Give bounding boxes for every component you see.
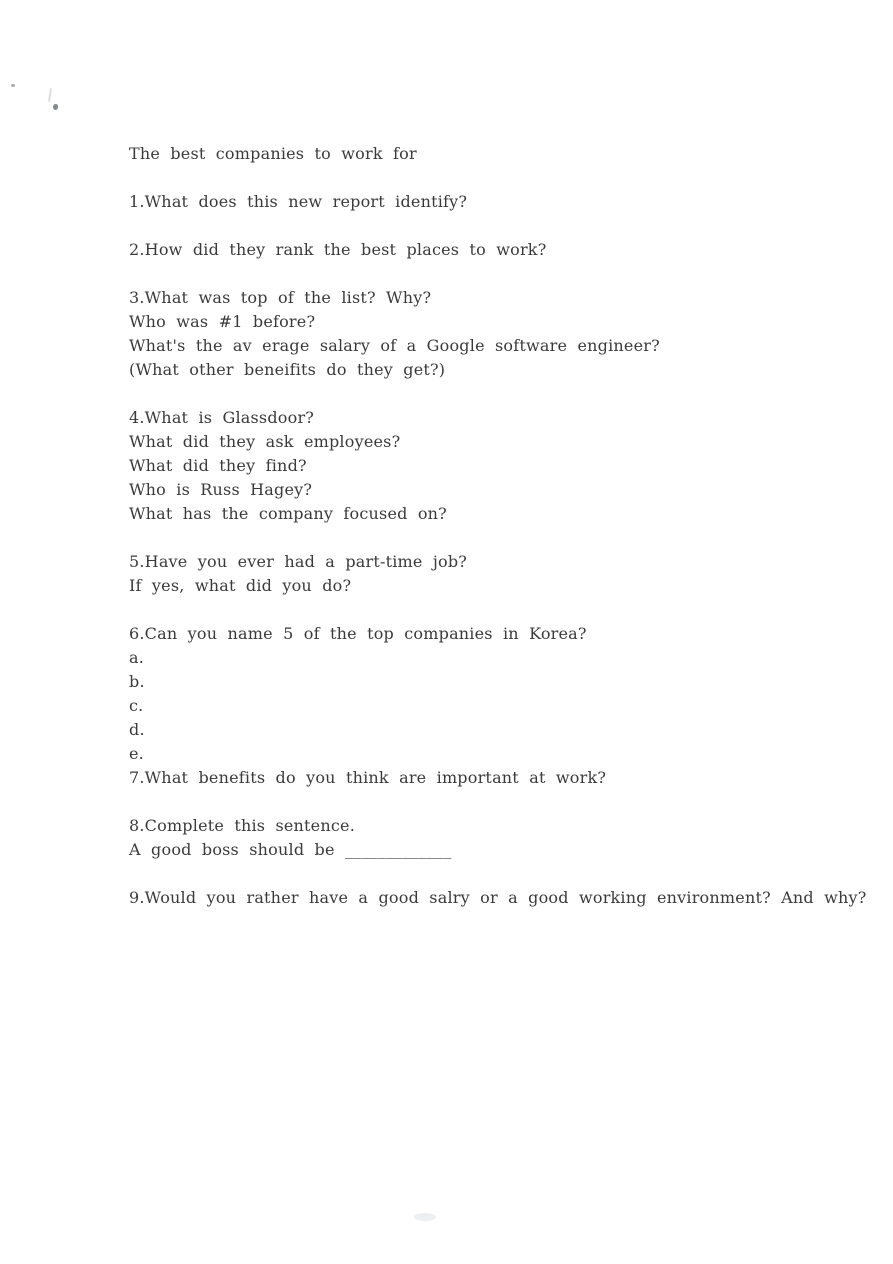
title-block [129,142,809,166]
question-5-sub-1: If yes, what did you do? [129,576,352,595]
question-4-sub-4: What has the company focused on? [129,504,447,523]
question-1-block [129,190,809,214]
answer-line-d: d. [129,720,145,739]
document-content [129,142,867,934]
answer-line-a: a. [129,648,145,667]
scan-artifact-dot [11,84,15,87]
question-4-block [129,406,809,526]
question-6: 6.Can you name 5 of the top companies in Korea? [129,624,587,643]
question-3: 3.What was top of the list? Why? [129,288,432,307]
answer-line-c: c. [129,696,144,715]
question-4-sub-3: Who is Russ Hagey? [129,480,313,499]
question-4-sub-1: What did they ask employees? [129,432,401,451]
question-1: 1.What does this new report identify? [129,192,468,211]
document-title: The best companies to work for [129,144,417,163]
question-6-7-block [129,622,809,790]
question-8: 8.Complete this sentence. [129,816,355,835]
question-3-sub-3: (What other beneifits do they get?) [129,360,446,379]
question-8-fill-in-blank: A good boss should be _____________ [129,840,452,859]
question-3-sub-2: What's the av erage salary of a Google software engineer? [129,336,660,355]
question-4-sub-2: What did they find? [129,456,307,475]
question-3-sub-1: Who was #1 before? [129,312,316,331]
scan-artifact-smudge [414,1213,436,1221]
answer-line-e: e. [129,744,144,763]
answer-line-b: b. [129,672,145,691]
question-4: 4.What is Glassdoor? [129,408,315,427]
question-2-block [129,238,809,262]
question-5-block [129,550,809,598]
scan-artifact-streak [48,88,52,102]
question-7: 7.What benefits do you think are important at work? [129,768,607,787]
question-8-block [129,814,809,862]
scan-artifact-speck [53,104,58,110]
question-9-block [129,886,867,910]
question-5: 5.Have you ever had a part-time job? [129,552,468,571]
question-3-block [129,286,809,382]
question-9: 9.Would you rather have a good salry or a good working environment? And why? [129,888,867,907]
question-2: 2.How did they rank the best places to work? [129,240,547,259]
